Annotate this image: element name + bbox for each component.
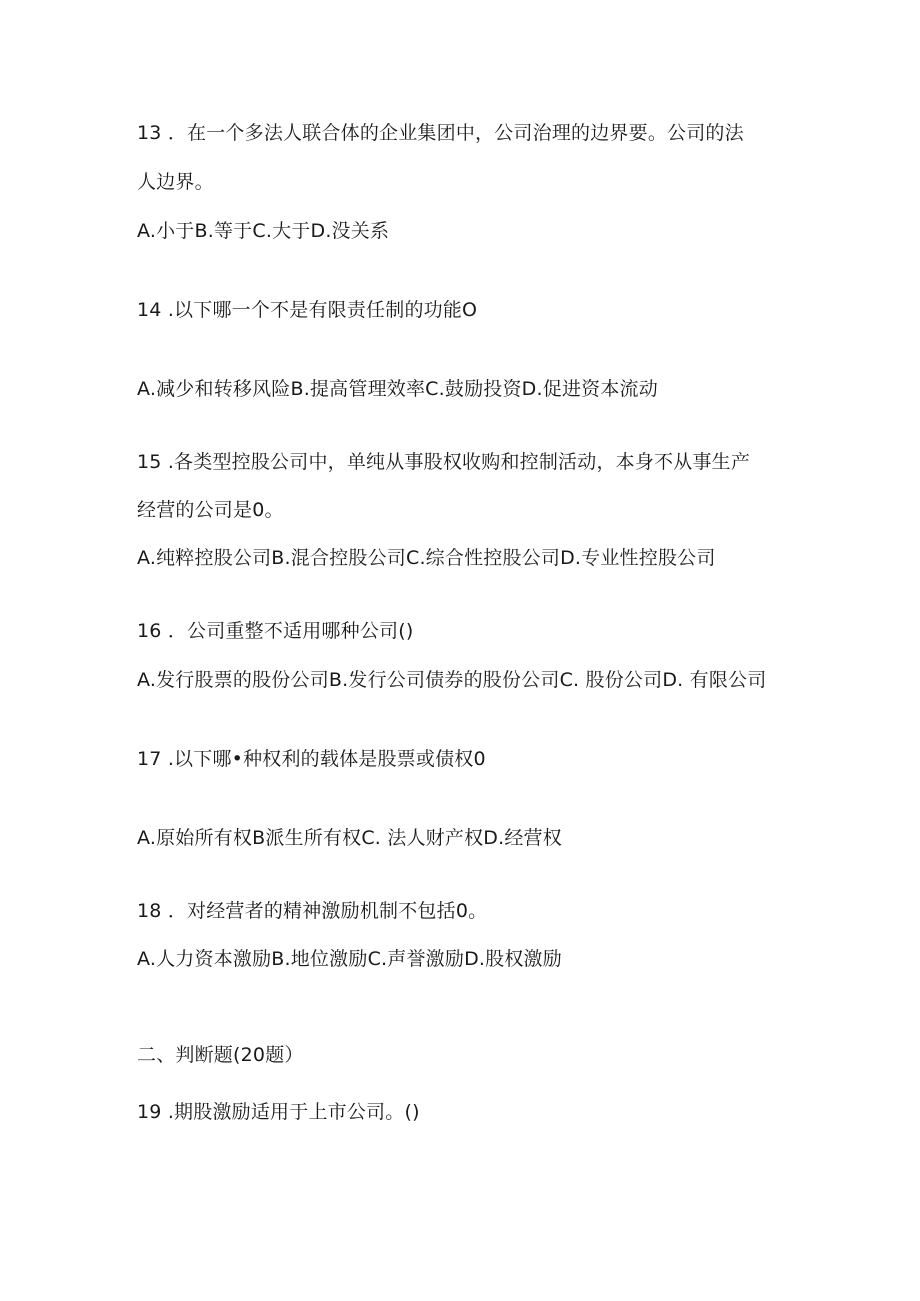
question-15-stem-line1: 15 .各类型控股公司中，单纯从事股权收购和控制活动，本身不从事生产: [137, 451, 751, 473]
question-15-options: A.纯粹控股公司B.混合控股公司C.综合性控股公司D.专业性控股公司: [137, 547, 716, 569]
question-15-stem-line2: 经营的公司是0。: [137, 499, 284, 521]
question-17-options: A.原始所有权B派生所有权C. 法人财产权D.经营权: [137, 827, 562, 849]
question-19-stem: 19 .期股激励适用于上市公司。(): [137, 1101, 420, 1123]
question-13-stem-line2: 人边界。: [137, 171, 214, 193]
question-18-options: A.人力资本激励B.地位激励C.声誉激励D.股权激励: [137, 948, 562, 970]
section-heading-true-false: 二、判断题(20题）: [137, 1044, 304, 1066]
question-17-stem: 17 .以下哪•种权利的载体是股票或债权0: [137, 748, 486, 770]
question-18-stem: 18 ．对经营者的精神激励机制不包括0。: [137, 900, 488, 922]
question-14-stem: 14 .以下哪一个不是有限责任制的功能O: [137, 299, 478, 321]
question-13-options: A.小于B.等于C.大于D.没关系: [137, 220, 390, 242]
question-13-stem-line1: 13 ．在一个多法人联合体的企业集团中，公司治理的边界要。公司的法: [137, 122, 744, 144]
question-16-options: A.发行股票的股份公司B.发行公司债券的股份公司C. 股份公司D. 有限公司: [137, 669, 767, 691]
question-14-options: A.减少和转移风险B.提高管理效率C.鼓励投资D.促进资本流动: [137, 378, 658, 400]
question-16-stem: 16 ．公司重整不适用哪种公司(): [137, 620, 414, 642]
